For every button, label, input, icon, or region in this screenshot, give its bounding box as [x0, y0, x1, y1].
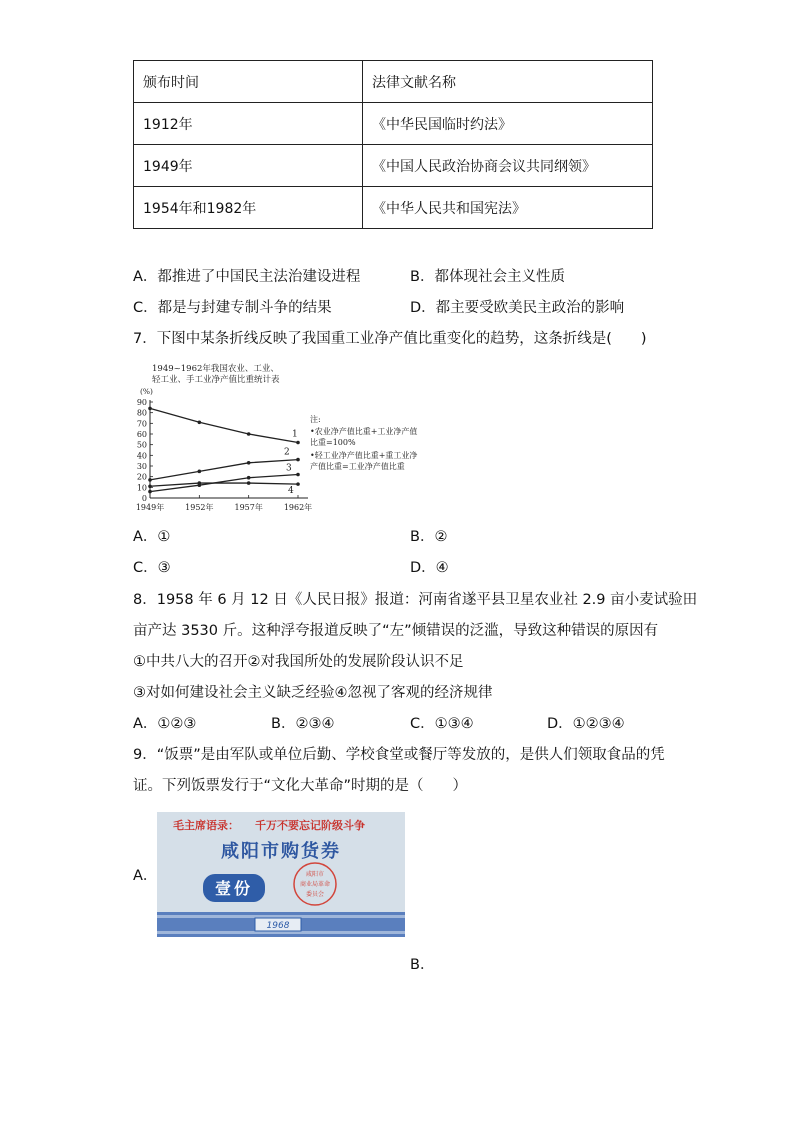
q8-item-line-2: ③对如何建设社会主义缺乏经验④忽视了客观的经济规律 [133, 685, 493, 701]
y-tick-label: 60 [136, 430, 147, 439]
data-point [247, 481, 251, 485]
data-point [148, 407, 152, 411]
ticket-slogan: 千万不要忘记阶级斗争 [255, 819, 365, 832]
data-point [148, 484, 152, 488]
table-cell: 《中华人民共和国宪法》 [363, 187, 653, 229]
series-label: 2 [284, 447, 290, 458]
table-cell: 《中华民国临时约法》 [363, 103, 653, 145]
data-point [247, 461, 251, 465]
q8-stem-line-1: 8．1958 年 6 月 12 日《人民日报》报道：河南省遂平县卫星农业社 2.9 亩小麦试验田 [133, 592, 698, 608]
table-cell: 1949年 [134, 145, 363, 187]
data-point [198, 470, 202, 474]
q6-option-a: A．都推进了中国民主法治建设进程 [133, 269, 361, 285]
x-tick-label: 1949年 [135, 503, 165, 512]
q8-item-line-1: ①中共八大的召开②对我国所处的发展阶段认识不足 [133, 654, 464, 670]
ticket-year: 1968 [266, 921, 290, 931]
q6-option-b: B．都体现社会主义性质 [410, 269, 565, 285]
table-cell: 1954年和1982年 [134, 187, 363, 229]
series-line [150, 408, 298, 442]
ticket-title: 咸阳市购货券 [221, 841, 341, 862]
table-row [134, 145, 653, 187]
q8-option-a: A．①②③ [133, 716, 197, 732]
data-point [198, 420, 202, 424]
chart-title: 轻工业、手工业净产值比重统计表 [152, 375, 280, 385]
q8-option-c: C．①③④ [410, 716, 474, 732]
table-row [134, 103, 653, 145]
data-point [148, 490, 152, 494]
chart-note: 产值比重=工业净产值比重 [310, 462, 405, 471]
q9-stem-line-2: 证。下列饭票发行于“文化大革命”时期的是（ ） [133, 778, 468, 794]
ticket-denomination: 壹份 [214, 879, 254, 898]
law-document-table [133, 60, 653, 229]
meal-ticket-image [157, 812, 405, 937]
y-axis-label: (%) [140, 387, 153, 396]
q9-stem-line-1: 9．“饭票”是由军队或单位后勤、学校食堂或餐厅等发放的，是供人们领取食品的凭 [133, 747, 665, 763]
q6-option-d: D．都主要受欧美民主政治的影响 [410, 300, 625, 316]
q8-option-b: B．②③④ [271, 716, 335, 732]
data-point [296, 482, 300, 486]
q8-stem-line-2: 亩产达 3530 斤。这种浮夸报道反映了“左”倾错误的泛滥，导致这种错误的原因有 [133, 623, 659, 639]
q7-option-a: A．① [133, 529, 171, 545]
line-chart [135, 362, 450, 514]
q9-option-b-label: B． [410, 957, 435, 973]
chart-title: 1949~1962年我国农业、工业、 [152, 364, 279, 374]
y-tick-label: 80 [136, 408, 147, 418]
chart-note: 比重=100% [310, 438, 356, 447]
y-tick-label: 40 [136, 451, 147, 461]
chart-note: •农业净产值比重+工业净产值 [310, 427, 418, 436]
y-tick-label: 90 [136, 398, 147, 407]
series-label: 4 [288, 486, 294, 497]
table-header-row [134, 61, 653, 103]
q7-stem: 7．下图中某条折线反映了我国重工业净产值比重变化的趋势，这条折线是( ) [133, 331, 647, 347]
x-tick-label: 1962年 [283, 503, 313, 512]
series-line [150, 460, 298, 480]
table-cell: 《中国人民政治协商会议共同纲领》 [363, 145, 653, 187]
table-row [134, 187, 653, 229]
q7-option-d: D．④ [410, 560, 449, 576]
x-tick-label: 1952年 [185, 503, 214, 512]
data-point [198, 481, 202, 485]
q7-option-b: B．② [410, 529, 448, 545]
table-cell: 1912年 [134, 103, 363, 145]
data-point [148, 478, 152, 482]
y-tick-label: 50 [136, 440, 147, 450]
q7-option-c: C．③ [133, 560, 171, 576]
chart-note: 注: [310, 415, 321, 424]
series-label: 1 [292, 429, 298, 440]
series-line [150, 483, 298, 486]
y-tick-label: 30 [136, 462, 147, 471]
ticket-seal-line: 委员会 [305, 891, 325, 898]
ticket-seal-line: 商业局革命 [299, 881, 331, 888]
y-tick-label: 10 [136, 483, 147, 493]
data-point [247, 432, 251, 436]
table-header-cell: 颁布时间 [134, 61, 363, 103]
data-point [296, 458, 300, 462]
chart-note: •轻工业净产值比重+重工业净 [310, 451, 418, 460]
ticket-seal-line: 咸阳市 [305, 871, 325, 878]
q8-option-d: D．①②③④ [547, 716, 625, 732]
y-tick-label: 0 [141, 494, 147, 503]
q9-option-a-label: A． [133, 868, 158, 884]
q6-option-c: C．都是与封建专制斗争的结果 [133, 300, 332, 316]
data-point [247, 476, 251, 480]
table-header-cell: 法律文献名称 [363, 61, 653, 103]
data-point [296, 473, 300, 477]
series-label: 3 [286, 463, 292, 474]
ticket-quote: 毛主席语录： [173, 819, 239, 832]
y-tick-label: 20 [136, 472, 147, 482]
x-tick-label: 1957年 [234, 503, 263, 512]
data-point [296, 441, 300, 445]
y-tick-label: 70 [136, 419, 147, 429]
